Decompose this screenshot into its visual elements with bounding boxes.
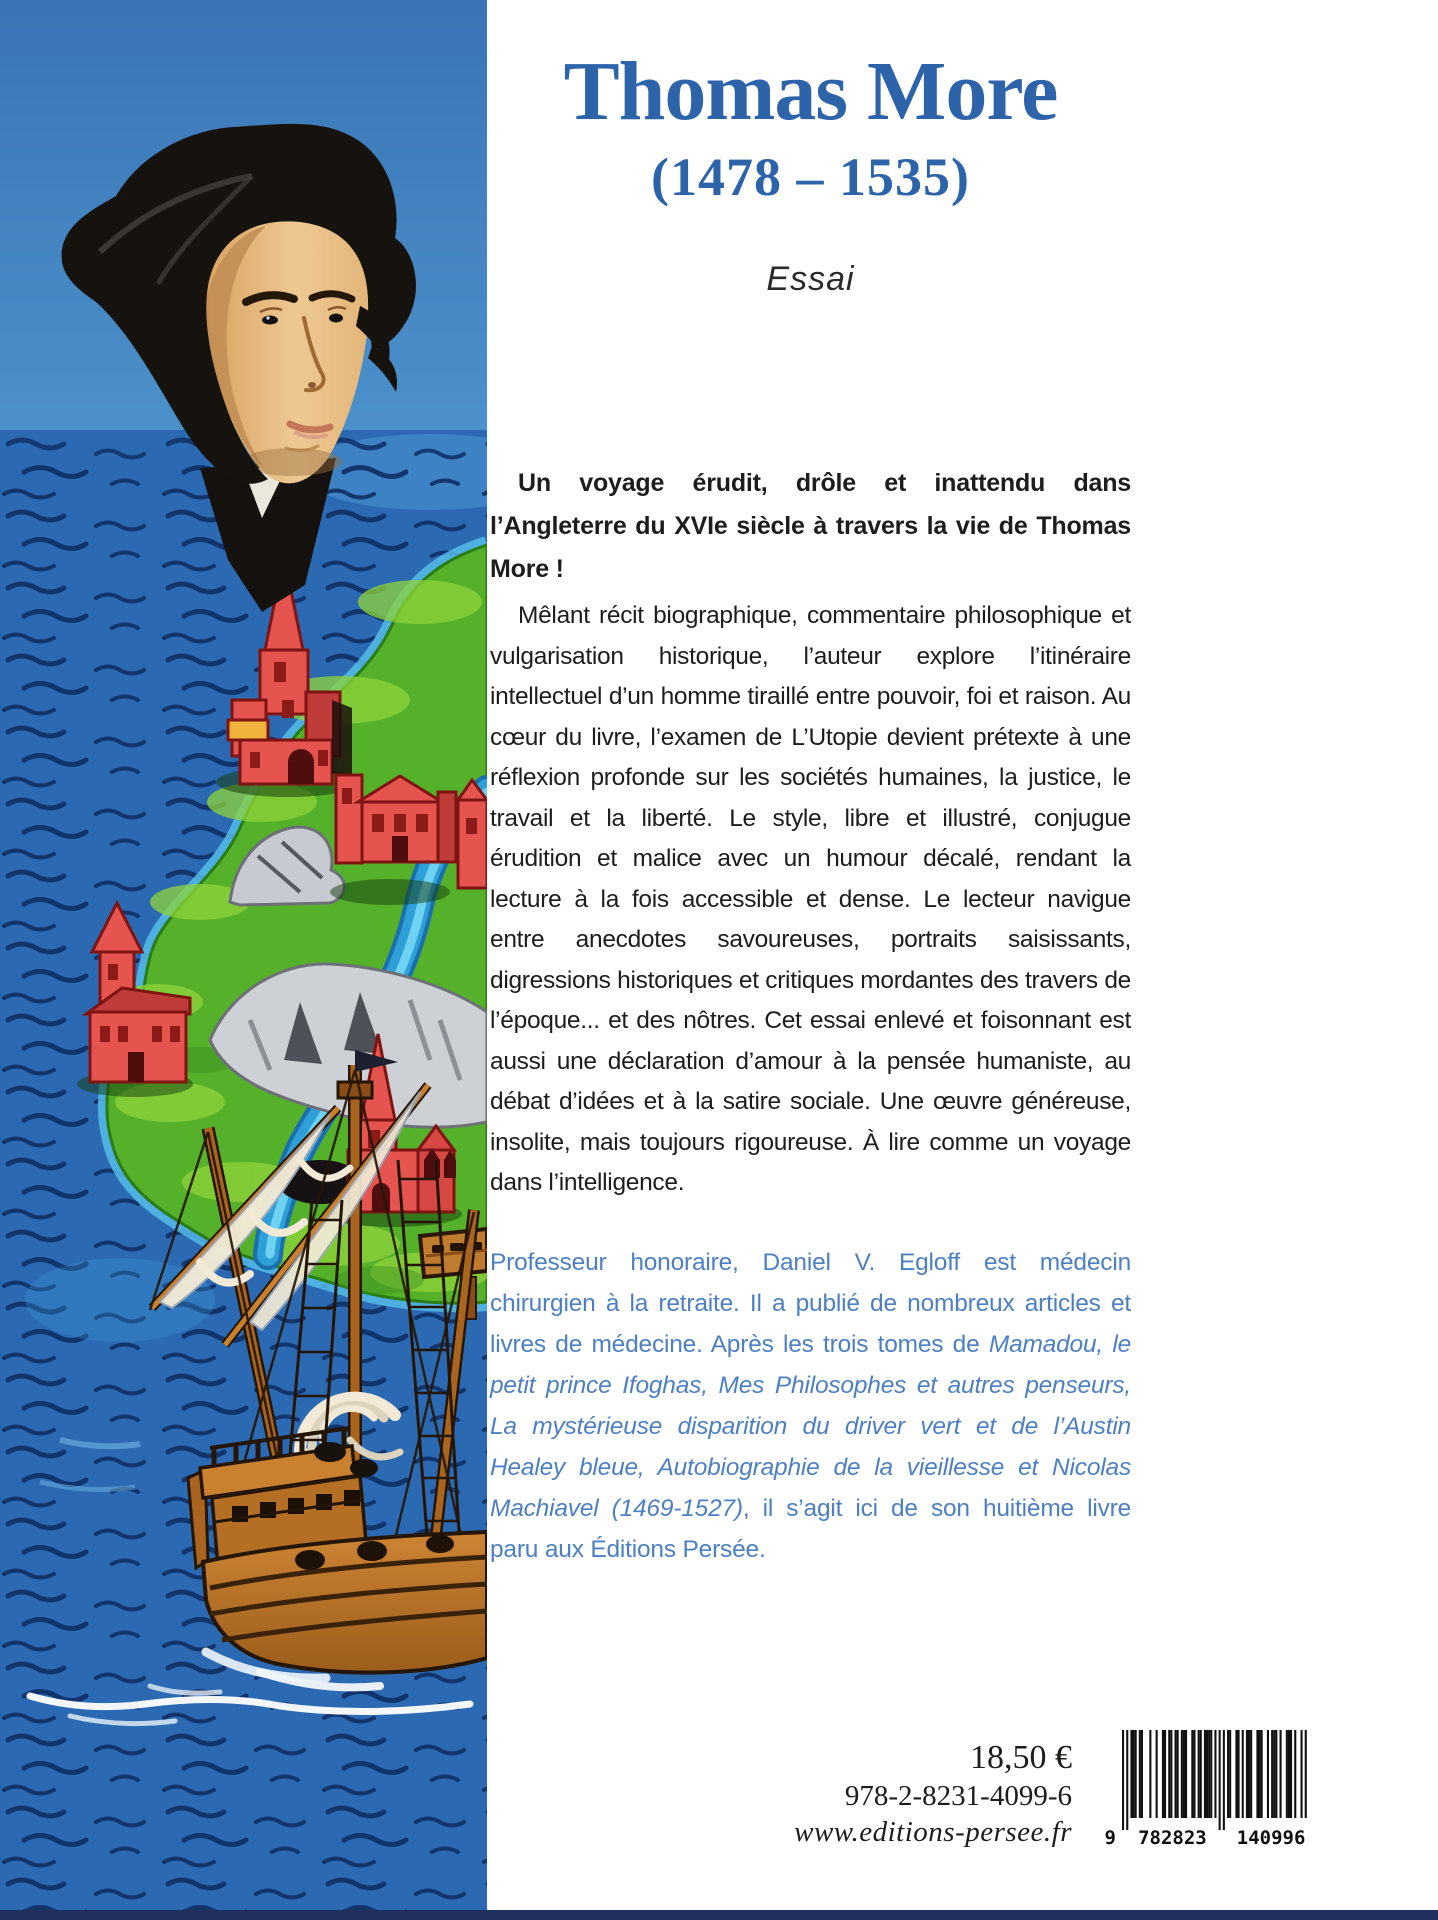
bio-text: Professeur honoraire, Daniel V. Egloff est médecin chirurgien à la retraite. Il a publié de nombreux articles et livres de médecine. Après les trois tomes de	[490, 1249, 1131, 1358]
barcode-bars	[1102, 1728, 1338, 1850]
bottom-strip	[0, 1910, 1438, 1920]
book-title: Thomas More	[563, 45, 1058, 138]
barcode-digits: 9	[1104, 1827, 1116, 1849]
title-block	[490, 45, 1131, 299]
price: 18,50 €	[970, 1739, 1072, 1776]
bio-text: , il s’agit ici de son huitième livre paru aux Éditions Persée.	[490, 1495, 1131, 1563]
author-bio	[490, 1242, 1131, 1570]
bio-book-titles: Mamadou, le petit prince Ifoghas, Mes Philosophes et autres penseurs, La mystérieuse disparition du driver vert et de l’Austin Healey bleue, Autobiographie de la vieillesse et Nicolas Machiavel (1469-1527)	[490, 1331, 1132, 1522]
barcode-digits: 140996	[1236, 1827, 1306, 1849]
genre-label: Essai	[766, 260, 855, 299]
author-dates: (1478 – 1535)	[651, 147, 970, 208]
barcode-digits: 782823	[1138, 1827, 1207, 1849]
cover-illustration	[0, 0, 487, 1920]
castle-mid-right	[330, 775, 487, 905]
publisher-website: www.editions-persee.fr	[794, 1816, 1072, 1848]
pricing-block	[490, 1738, 1072, 1850]
isbn: 978-2-8231-4099-6	[844, 1780, 1072, 1812]
tagline: Un voyage érudit, drôle et inattendu dans l’Angleterre du XVIe siècle à travers la vie de Thomas More !	[490, 469, 1131, 583]
barcode	[1102, 1728, 1338, 1850]
synopsis: Mêlant récit biographique, commentaire philosophique et vulgarisation historique, l’auteur explore l’itinéraire intellectuel d’un homme tiraillé entre pouvoir, foi et raison. Au cœur du livre, l’examen de L’Utopie devient prétexte à une réflexion profonde sur les sociétés humaines, la justice, le travail et la liberté. Le style, libre et illustré, conjugue érudition et malice avec un humour décalé, rendant la lecture à la fois accessible et dense. Le lecteur navigue entre anecdotes savoureuses, portraits saisissants, digressions historiques et critiques mordantes des travers de l’époque... et des nôtres. Cet essai enlevé et foisonnant est aussi une déclaration d’amour à la pensée humaniste, au débat d’idées et à la satire sociale. Une œuvre généreuse, insolite, mais toujours rigoureuse. À lire comme un voyage dans l’intelligence.	[490, 602, 1131, 1196]
